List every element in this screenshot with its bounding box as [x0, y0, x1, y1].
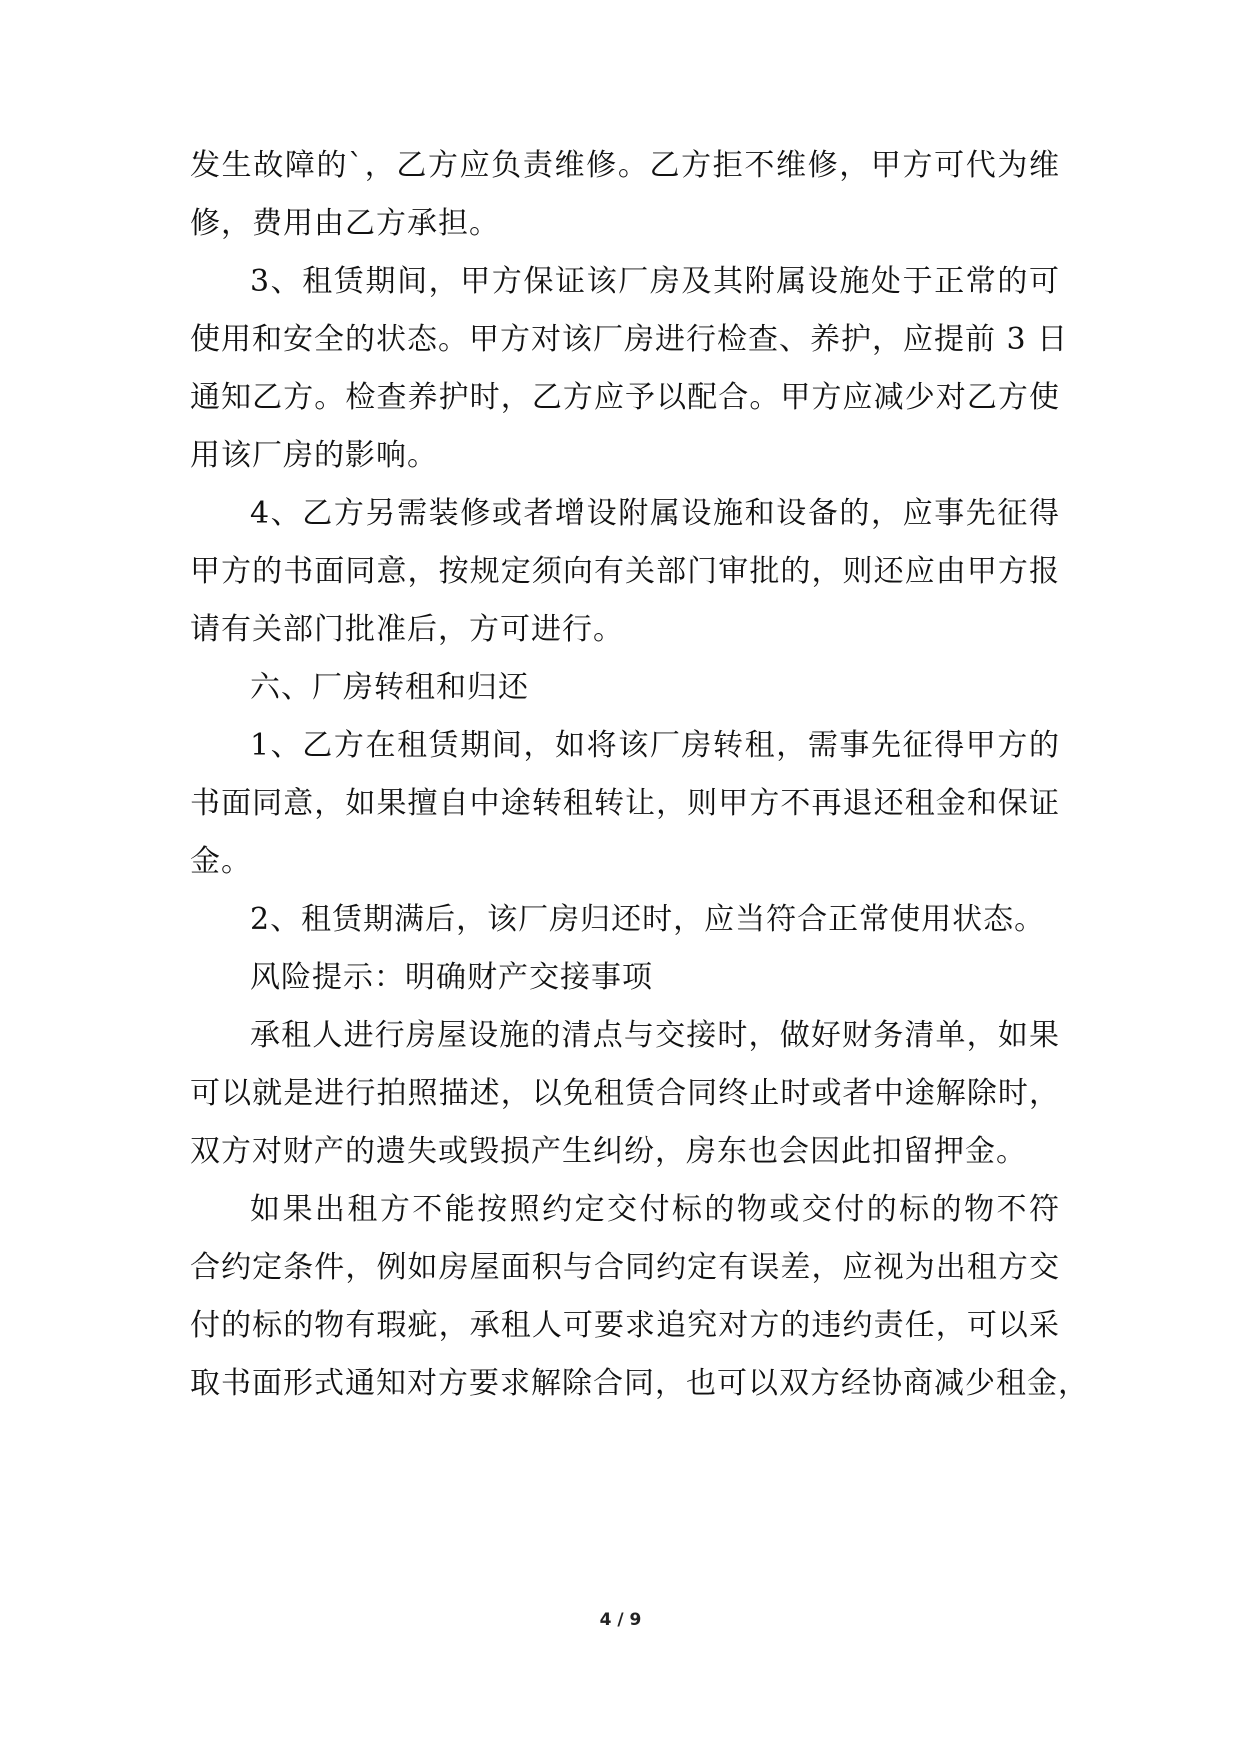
section-heading: 六、厂房转租和归还 [250, 670, 529, 705]
text-line: 发生故障的`，乙方应负责维修。乙方拒不维修，甲方可代为维 [190, 148, 1060, 183]
text-line: 使用和安全的状态。甲方对该厂房进行检查、养护，应提前 3 日 [190, 322, 1069, 357]
text-line: 用该厂房的影响。 [190, 438, 438, 473]
text-line: 金。 [190, 844, 252, 879]
text-line: 2、租赁期满后，该厂房归还时，应当符合正常使用状态。 [250, 902, 1046, 937]
risk-tip-heading: 风险提示：明确财产交接事项 [250, 960, 653, 995]
text-line: 双方对财产的遗失或毁损产生纠纷，房东也会因此扣留押金。 [190, 1134, 1027, 1169]
text-line: 甲方的书面同意，按规定须向有关部门审批的，则还应由甲方报 [190, 554, 1060, 589]
text-line: 1、乙方在租赁期间，如将该厂房转租，需事先征得甲方的 [250, 728, 1060, 763]
text-line: 3、租赁期间，甲方保证该厂房及其附属设施处于正常的可 [250, 264, 1060, 299]
text-line: 4、乙方另需装修或者增设附属设施和设备的，应事先征得 [250, 496, 1060, 531]
text-line: 承租人进行房屋设施的清点与交接时，做好财务清单，如果 [250, 1018, 1060, 1053]
text-line: 修，费用由乙方承担。 [190, 206, 500, 241]
text-line: 取书面形式通知对方要求解除合同，也可以双方经协商减少租金， [190, 1366, 1089, 1401]
text-line: 请有关部门批准后，方可进行。 [190, 612, 624, 647]
text-line: 通知乙方。检查养护时，乙方应予以配合。甲方应减少对乙方使 [190, 380, 1060, 415]
text-line: 如果出租方不能按照约定交付标的物或交付的标的物不符 [250, 1192, 1060, 1227]
text-line: 书面同意，如果擅自中途转租转让，则甲方不再退还租金和保证 [190, 786, 1060, 821]
text-line: 付的标的物有瑕疵，承租人可要求追究对方的违约责任，可以采 [190, 1308, 1060, 1343]
text-line: 可以就是进行拍照描述，以免租赁合同终止时或者中途解除时， [190, 1076, 1060, 1111]
page-number: 4 / 9 [599, 1610, 642, 1630]
text-line: 合约定条件，例如房屋面积与合同约定有误差，应视为出租方交 [190, 1250, 1060, 1285]
